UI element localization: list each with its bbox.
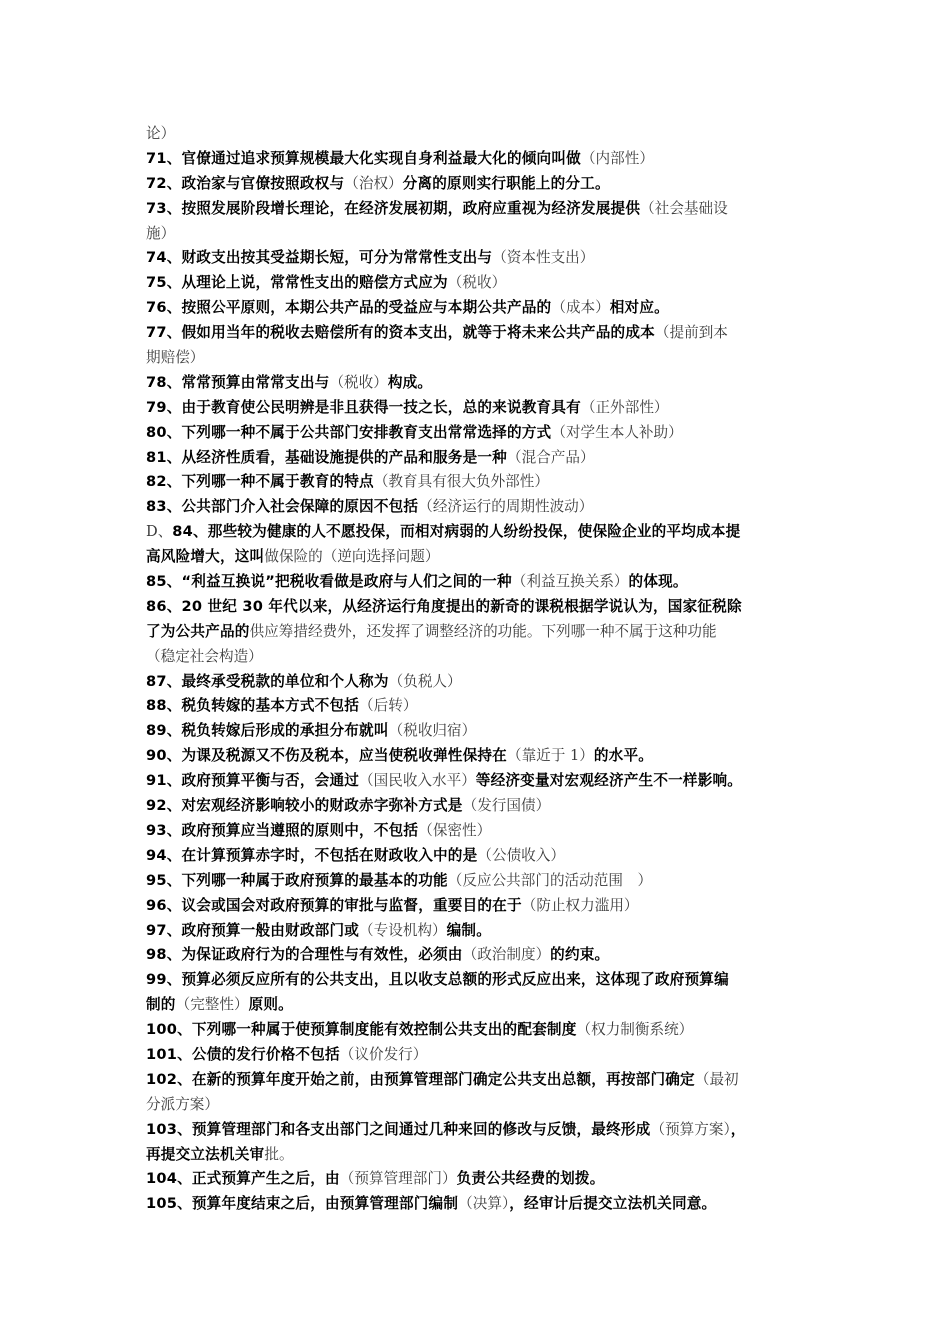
document-line [146, 470, 814, 495]
document-line [146, 719, 814, 744]
question-text: 78、常常预算由常常支出与 [146, 373, 330, 391]
answer-text: 期赔偿） [146, 349, 205, 367]
question-text: 的约束。 [550, 946, 610, 964]
question-text: 91、政府预算平衡与否，会通过 [146, 772, 360, 790]
answer-text: （治权） [344, 174, 403, 192]
answer-text: （税收） [329, 373, 388, 391]
document-line [146, 595, 814, 620]
document-line [146, 421, 814, 446]
document-line [146, 346, 814, 371]
question-text: 76、按照公平原则，本期公共产品的受益应与本期公共产品的 [146, 299, 552, 317]
document-line [146, 894, 814, 919]
question-text: 72、政治家与官僚按照政权与 [146, 174, 345, 192]
answer-text: （税收归宿） [388, 722, 477, 740]
document-line [146, 769, 814, 794]
document-line [146, 869, 814, 894]
question-text: 再提交立法机关审 [146, 1145, 265, 1163]
document-line [146, 570, 814, 595]
answer-text: （利益互换关系） [511, 573, 629, 591]
question-text: 分离的原则实行职能上的分工。 [402, 174, 610, 192]
answer-text: 论） [146, 125, 176, 142]
answer-text: （成本） [551, 299, 610, 317]
question-text: 等经济变量对宏观经济产生不一样影响。 [475, 772, 743, 790]
answer-text: （发行国债） [462, 797, 551, 815]
document-line [146, 1068, 814, 1093]
document-line [146, 271, 814, 296]
question-text: 99、预算必须反应所有的公共支出，且以收支总额的形式反应出来，这体现了政府预算编 [146, 971, 729, 989]
answer-text: （社会基础设 [640, 199, 728, 217]
question-text: 81、从经济性质看，基础设施提供的产品和服务是一种 [146, 448, 507, 466]
answer-text: （公债收入） [477, 846, 565, 864]
answer-text: 做保险的（逆向选择问题） [264, 548, 440, 566]
answer-text: （防止权力滥用） [521, 896, 639, 914]
question-text: 了为公共产品的 [146, 622, 250, 640]
question-text: 77、假如用当年的税收去赔偿所有的资本支出，就等于将未来公共产品的成本 [146, 324, 655, 342]
document-line [146, 919, 814, 944]
document-line [146, 197, 814, 222]
question-text: 102、在新的预算年度开始之前，由预算管理部门确定公共支出总额，再按部门确定 [146, 1070, 695, 1088]
question-text: 编制。 [446, 921, 491, 939]
question-text: 80、下列哪一种不属于公共部门安排教育支出常常选择的方式 [146, 423, 552, 441]
question-text: ， [730, 1120, 746, 1138]
question-text: 84、那些较为健康的人不愿投保，而相对病弱的人纷纷投保，使保险企业的平均成本提 [172, 523, 741, 541]
question-text: 的体现。 [628, 573, 688, 591]
question-text: 90、为课及税源又不伤及税本，应当使税收弹性保持在 [146, 747, 507, 765]
document-line [146, 670, 814, 695]
question-text: 94、在计算预算赤字时，不包括在财政收入中的是 [146, 846, 478, 864]
document-line [146, 645, 814, 670]
question-text: 相对应。 [609, 299, 669, 317]
answer-text: 批。 [264, 1145, 294, 1163]
answer-text: （反应公共部门的活动范围 ） [447, 871, 653, 889]
answer-text: （国民收入水平） [359, 772, 476, 790]
question-text: 105、预算年度结束之后，由预算管理部门编制 [146, 1195, 459, 1213]
document-line [146, 246, 814, 271]
question-text: 的水平。 [593, 747, 654, 765]
question-text: 74、财政支出按其受益期长短，可分为常常性支出与 [146, 249, 493, 267]
document-line [146, 147, 814, 172]
question-text: 71、官僚通过追求预算规模最大化实现自身利益最大化的倾向叫做 [146, 149, 581, 167]
question-text: 93、政府预算应当遵照的原则中，不包括 [146, 821, 419, 839]
answer-text: （保密性） [418, 821, 492, 839]
answer-text: （预算管理部门） [339, 1170, 457, 1188]
document-line [146, 1167, 814, 1192]
question-text: 负责公共经费的划拨。 [456, 1170, 605, 1188]
question-text: 83、公共部门介入社会保障的原因不包括 [146, 498, 419, 516]
question-text: 97、政府预算一般由财政部门或 [146, 921, 360, 939]
answer-text: （资本性支出） [492, 249, 595, 267]
answer-text: （议价发行） [339, 1045, 428, 1063]
document-line [146, 371, 814, 396]
answer-text: （混合产品） [506, 448, 595, 466]
document-line [146, 296, 814, 321]
question-text: 96、议会或国会对政府预算的审批与监督，重要目的在于 [146, 896, 522, 914]
document-line [146, 520, 814, 545]
question-text: 高风险增大，这叫 [146, 548, 265, 566]
document-line [146, 1192, 814, 1217]
question-text: 100、下列哪一种属于使预算制度能有效控制公共支出的配套制度 [146, 1021, 577, 1039]
document-line [146, 943, 814, 968]
document-line [146, 620, 814, 645]
document-line [146, 122, 814, 147]
answer-text: 供应筹措经费外，还发挥了调整经济的功能。下列哪一种不属于这种功能 [249, 622, 717, 640]
document-line [146, 968, 814, 993]
document-line [146, 172, 814, 197]
answer-text: D、 [146, 523, 173, 541]
answer-text: （决算） [458, 1195, 510, 1213]
question-text: 87、最终承受税款的单位和个人称为 [146, 672, 389, 690]
answer-text: （教育具有很大负外部性） [373, 473, 549, 491]
document-line [146, 844, 814, 869]
answer-text: （稳定社会构造） [146, 647, 263, 665]
document-line [146, 1143, 814, 1168]
document-line [146, 993, 814, 1018]
answer-text: （税收） [447, 274, 507, 292]
document-line [146, 819, 814, 844]
question-text: 构成。 [387, 373, 433, 391]
answer-text: （政治制度） [462, 946, 551, 964]
document-body [146, 122, 814, 1217]
document-line [146, 545, 814, 570]
question-text: 原则。 [248, 996, 293, 1014]
document-line [146, 495, 814, 520]
answer-text: 分派方案） [146, 1095, 219, 1113]
document-line [146, 1018, 814, 1043]
document-line [146, 1093, 814, 1118]
answer-text: （权力制衡系统） [576, 1021, 694, 1039]
answer-text: （完整性） [175, 996, 249, 1014]
question-text: ，经审计后提交立法机关同意。 [509, 1195, 717, 1213]
answer-text: （内部性） [580, 149, 654, 167]
answer-text: （后转） [359, 697, 418, 715]
question-text: 79、由于教育使公民明辨是非且获得一技之长，总的来说教育具有 [146, 398, 581, 416]
question-text: 101、公债的发行价格不包括 [146, 1045, 340, 1063]
question-text: 95、下列哪一种属于政府预算的最基本的功能 [146, 871, 448, 889]
question-text: 89、税负转嫁后形成的承担分布就叫 [146, 722, 389, 740]
question-text: 104、正式预算产生之后，由 [146, 1170, 340, 1188]
document-line [146, 1118, 814, 1143]
question-text: 103、预算管理部门和各支出部门之间通过几种来回的修改与反馈，最终形成 [146, 1120, 651, 1138]
answer-text: （对学生本人补助） [551, 423, 683, 441]
question-text: 82、下列哪一种不属于教育的特点 [146, 473, 374, 491]
question-text: 85、“利益互换说”把税收看做是政府与人们之间的一种 [146, 573, 512, 591]
question-text: 86、20 世纪 30 年代以来，从经济运行角度提出的新奇的课税根据学说认为，国家征税除 [146, 597, 742, 615]
document-line [146, 794, 814, 819]
answer-text: （专设机构） [359, 921, 447, 939]
document-line [146, 744, 814, 769]
answer-text: （正外部性） [580, 398, 669, 416]
answer-text: 施） [146, 224, 176, 242]
document-line [146, 694, 814, 719]
question-text: 98、为保证政府行为的合理性与有效性，必须由 [146, 946, 463, 964]
question-text: 制的 [146, 996, 176, 1014]
answer-text: （预算方案） [650, 1120, 731, 1138]
question-text: 75、从理论上说，常常性支出的赔偿方式应为 [146, 274, 448, 292]
answer-text: （靠近于 1） [506, 747, 594, 765]
answer-text: （经济运行的周期性波动） [418, 498, 594, 516]
question-text: 92、对宏观经济影响较小的财政赤字弥补方式是 [146, 797, 463, 815]
question-text: 73、按照发展阶段增长理论，在经济发展初期，政府应重视为经济发展提供 [146, 199, 641, 217]
document-line [146, 321, 814, 346]
answer-text: （最初 [694, 1070, 739, 1088]
question-text: 88、税负转嫁的基本方式不包括 [146, 697, 360, 715]
answer-text: （负税人） [388, 672, 462, 690]
document-line [146, 446, 814, 471]
answer-text: （提前到本 [654, 324, 728, 342]
document-line [146, 396, 814, 421]
document-line [146, 222, 814, 247]
document-line [146, 1043, 814, 1068]
